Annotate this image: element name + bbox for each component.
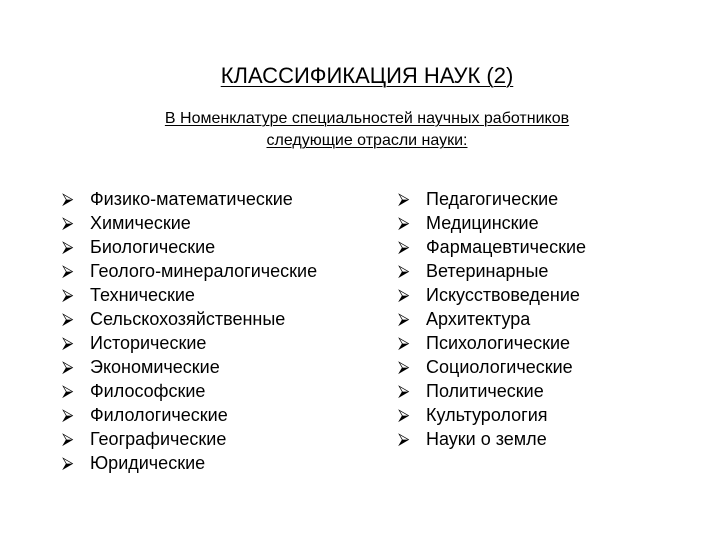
list-item [398, 427, 586, 451]
list-item [398, 211, 586, 235]
arrowhead-bullet-icon: ⮚ [398, 381, 410, 400]
list-item [398, 187, 586, 211]
sciences-list-right [398, 187, 586, 451]
arrowhead-bullet-icon: ⮚ [398, 429, 410, 448]
arrowhead-bullet-icon: ⮚ [62, 453, 74, 472]
list-item-label: Исторические [90, 333, 207, 353]
subtitle-line-2: следующие отрасли науки: [266, 132, 468, 149]
list-item [398, 331, 586, 355]
arrowhead-bullet-icon: ⮚ [398, 237, 410, 256]
list-item-label: Политические [426, 381, 544, 401]
list-item [62, 235, 317, 259]
list-item-label: Экономические [90, 357, 220, 377]
list-item-label: Искусствоведение [426, 285, 580, 305]
list-item-label: Медицинские [426, 213, 539, 233]
arrowhead-bullet-icon: ⮚ [62, 309, 74, 328]
list-item-label: Филологические [90, 405, 228, 425]
arrowhead-bullet-icon: ⮚ [62, 213, 74, 232]
list-item [62, 211, 317, 235]
list-item-label: Философские [90, 381, 206, 401]
list-item [62, 259, 317, 283]
arrowhead-bullet-icon: ⮚ [398, 213, 410, 232]
list-item-label: Физико-математические [90, 189, 293, 209]
subtitle-line-1: В Номенклатуре специальностей научных работников [164, 110, 570, 127]
slide-title: КЛАССИФИКАЦИЯ НАУК (2) [220, 63, 514, 88]
list-item-label: Технические [90, 285, 195, 305]
list-item-label: Педагогические [426, 189, 559, 209]
list-item [62, 307, 317, 331]
sciences-list-left [62, 187, 317, 475]
list-item-label: Химические [90, 213, 191, 233]
list-item [62, 355, 317, 379]
list-item-label: Психологические [426, 333, 571, 353]
list-item [62, 331, 317, 355]
list-item-label: Географические [90, 429, 227, 449]
list-item [398, 403, 586, 427]
arrowhead-bullet-icon: ⮚ [62, 237, 74, 256]
list-item-label: Биологические [90, 237, 216, 257]
arrowhead-bullet-icon: ⮚ [62, 333, 74, 352]
list-item-label: Юридические [90, 453, 206, 473]
list-item [398, 259, 586, 283]
list-item [398, 283, 586, 307]
list-item [398, 379, 586, 403]
list-item [62, 427, 317, 451]
arrowhead-bullet-icon: ⮚ [398, 309, 410, 328]
arrowhead-bullet-icon: ⮚ [62, 261, 74, 280]
list-item [398, 307, 586, 331]
arrowhead-bullet-icon: ⮚ [398, 405, 410, 424]
list-item-label: Архитектура [426, 309, 531, 329]
arrowhead-bullet-icon: ⮚ [62, 357, 74, 376]
list-item-label: Ветеринарные [426, 261, 549, 281]
arrowhead-bullet-icon: ⮚ [62, 189, 74, 208]
list-item-label: Культурология [426, 405, 548, 425]
arrowhead-bullet-icon: ⮚ [62, 405, 74, 424]
list-item [62, 403, 317, 427]
list-item [62, 379, 317, 403]
list-item [62, 283, 317, 307]
arrowhead-bullet-icon: ⮚ [62, 381, 74, 400]
arrowhead-bullet-icon: ⮚ [398, 189, 410, 208]
list-item [398, 355, 586, 379]
list-item-label: Фармацевтические [426, 237, 587, 257]
arrowhead-bullet-icon: ⮚ [398, 333, 410, 352]
list-item-label: Сельскохозяйственные [90, 309, 286, 329]
arrowhead-bullet-icon: ⮚ [398, 357, 410, 376]
arrowhead-bullet-icon: ⮚ [62, 429, 74, 448]
arrowhead-bullet-icon: ⮚ [398, 261, 410, 280]
list-item [398, 235, 586, 259]
list-item [62, 451, 317, 475]
slide-subtitle [0, 108, 720, 152]
list-item [62, 187, 317, 211]
list-item-label: Науки о земле [426, 429, 547, 449]
arrowhead-bullet-icon: ⮚ [62, 285, 74, 304]
list-item-label: Геолого-минералогические [90, 261, 318, 281]
arrowhead-bullet-icon: ⮚ [398, 285, 410, 304]
list-item-label: Социологические [426, 357, 573, 377]
